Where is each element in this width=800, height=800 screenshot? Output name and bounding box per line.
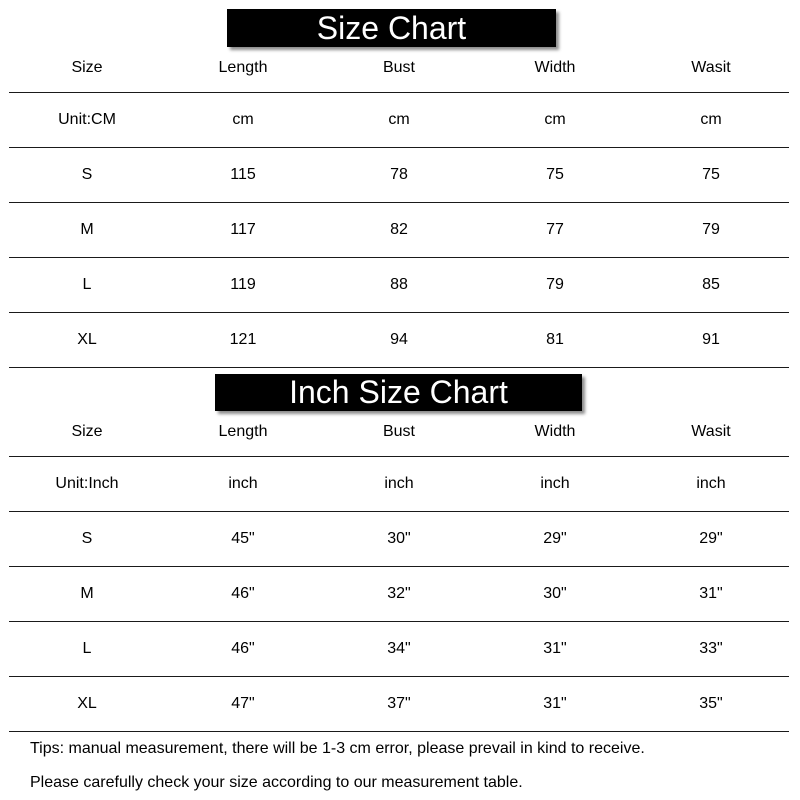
header-waist: Wasit [691,59,731,76]
table-cell: 34" [387,640,411,657]
table-cell: 35" [699,695,723,712]
table-cell: 29" [699,530,723,547]
table-cell: L [82,640,92,657]
table-cell: 121 [229,331,257,348]
table-row [9,677,789,732]
table-cell: 37" [387,695,411,712]
table-cell: cm [232,111,254,128]
table-cell: Unit:CM [58,111,116,128]
table-header-row [9,44,789,93]
inch-size-table [9,408,789,732]
table-cell: inch [696,475,726,492]
table-cell: Unit:Inch [55,475,119,492]
table-cell: inch [384,475,414,492]
cm-size-table [9,44,789,368]
table-cell: 88 [390,276,408,293]
header-bust: Bust [382,59,415,76]
table-cell: XL [77,331,97,348]
table-row [9,313,789,368]
table-row [9,622,789,677]
table-row [9,258,789,313]
table-cell: 75 [546,166,564,183]
table-cell: M [80,221,94,238]
table-cell: 75 [702,166,720,183]
table-cell: cm [700,111,722,128]
table-row [9,567,789,622]
table-cell: cm [544,111,566,128]
table-cell: cm [388,111,410,128]
table-cell: 115 [230,166,256,183]
table-cell: S [81,530,93,547]
table-cell: S [81,166,93,183]
size-chart-title: Size Chart [227,9,556,47]
table-cell: 119 [230,276,256,293]
header-waist: Wasit [691,423,731,440]
table-cell: inch [228,475,258,492]
table-cell: 79 [702,221,720,238]
table-cell: 85 [702,276,720,293]
table-cell: 47" [231,695,255,712]
header-width: Width [534,59,576,76]
table-row [9,203,789,258]
table-cell: 31" [543,640,567,657]
header-length: Length [218,423,268,440]
table-cell: XL [77,695,97,712]
table-cell: 82 [390,221,408,238]
table-cell: 33" [699,640,723,657]
table-cell: inch [540,475,570,492]
table-row [9,93,789,148]
table-cell: 29" [543,530,567,547]
header-length: Length [218,59,268,76]
table-cell: 78 [390,166,408,183]
inch-size-chart-title: Inch Size Chart [215,374,582,411]
header-size: Size [71,423,103,440]
table-row [9,148,789,203]
header-width: Width [534,423,576,440]
table-row [9,512,789,567]
table-cell: 94 [390,331,408,348]
table-cell: 81 [546,331,564,348]
table-cell: 45" [231,530,255,547]
check-size-note: Please carefully check your size according to our measurement table. [30,774,523,791]
table-cell: 77 [546,221,564,238]
header-bust: Bust [382,423,415,440]
measurement-tip: Tips: manual measurement, there will be 1-3 cm error, please prevail in kind to receive. [30,740,645,757]
table-cell: L [82,276,92,293]
table-cell: 46" [231,640,255,657]
table-row [9,457,789,512]
table-header-row [9,408,789,457]
table-cell: M [80,585,94,602]
header-size: Size [71,59,103,76]
table-cell: 30" [387,530,411,547]
table-cell: 117 [230,221,256,238]
table-cell: 30" [543,585,567,602]
table-cell: 32" [387,585,411,602]
table-cell: 79 [546,276,564,293]
table-cell: 46" [231,585,255,602]
table-cell: 91 [702,331,720,348]
table-cell: 31" [543,695,567,712]
table-cell: 31" [699,585,723,602]
